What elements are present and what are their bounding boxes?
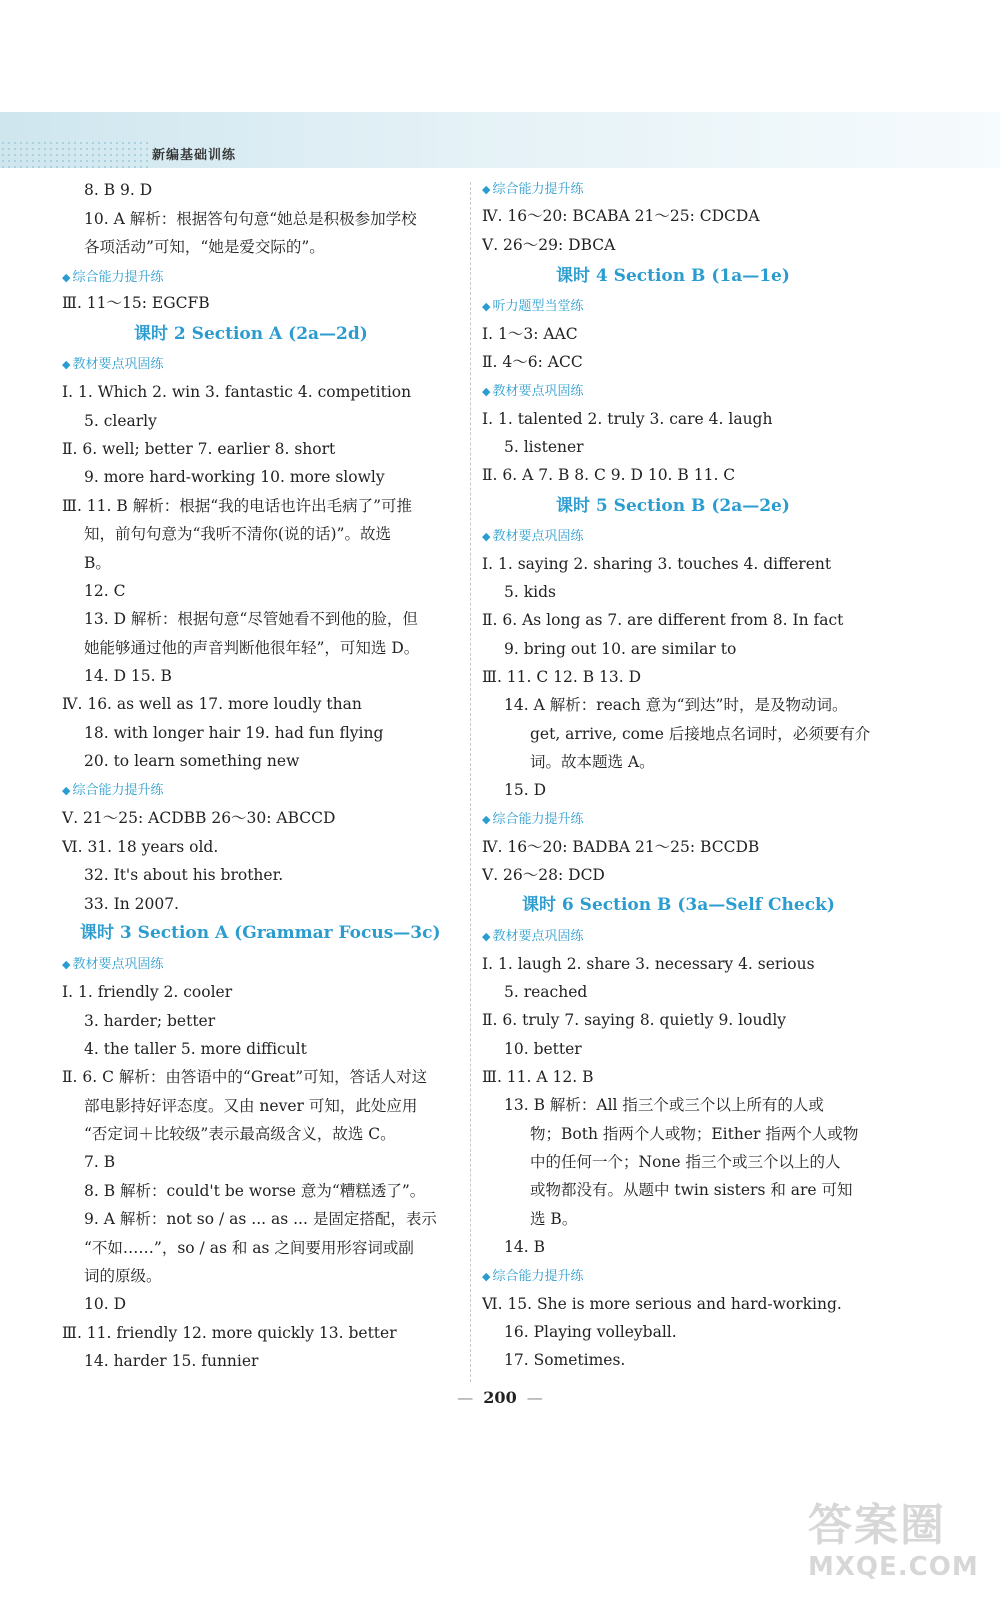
section-subheading [482, 527, 583, 547]
answer-line: “否定词＋比较级”表示最高级含义，故选 C。 [84, 1125, 396, 1143]
answer-line: Ⅰ. 1. talented 2. truly 3. care 4. laugh [482, 410, 773, 428]
answer-line: 9. more hard-working 10. more slowly [84, 468, 385, 486]
watermark-top-text: 答案圈 [808, 1500, 946, 1551]
section-subheading [62, 355, 163, 375]
answer-line: Ⅱ. 6. A 7. B 8. C 9. D 10. B 11. C [482, 466, 736, 484]
diamond-icon: ◆ [482, 530, 491, 543]
lesson-heading: 课时 4 Section B (1a—1e) [556, 266, 790, 286]
answer-line: 3. harder; better [84, 1012, 216, 1030]
section-subheading [62, 268, 163, 288]
answer-line: 中的任何一个；None 指三个或三个以上的人 [530, 1153, 841, 1171]
section-subheading [482, 810, 583, 830]
answer-line: Ⅴ. 26～28: DCD [482, 866, 605, 884]
answer-line: 选 B。 [530, 1210, 578, 1228]
diamond-icon: ◆ [482, 813, 491, 826]
section-subheading [482, 1267, 583, 1287]
subheading-label: 综合能力提升练 [72, 783, 164, 798]
diamond-icon: ◆ [62, 784, 71, 797]
answer-line: Ⅰ. 1. Which 2. win 3. fantastic 4. competition [62, 383, 412, 401]
answer-line: 12. C [84, 582, 126, 600]
answer-line: 13. B 解析：All 指三个或三个以上所有的人或 [504, 1096, 824, 1114]
answer-line: Ⅳ. 16～20: BCABA 21～25: CDCDA [482, 207, 760, 225]
watermark-logo [808, 1500, 988, 1590]
answer-line: 4. the taller 5. more difficult [84, 1040, 307, 1058]
answer-line: Ⅰ. 1. friendly 2. cooler [62, 983, 233, 1001]
answer-line: “不如……”，so / as 和 as 之间要用形容词或副 [84, 1239, 414, 1257]
answer-line: Ⅵ. 15. She is more serious and hard-working. [482, 1295, 842, 1313]
answer-line: 各项活动”可知，“她是爱交际的”。 [84, 238, 325, 256]
subheading-label: 教材要点巩固练 [492, 929, 584, 944]
answer-line: Ⅵ. 31. 18 years old. [62, 838, 219, 856]
diamond-icon: ◆ [62, 271, 71, 284]
answer-line: Ⅲ. 11. B 解析：根据“我的电话也许出毛病了”可推 [62, 497, 413, 515]
answer-line: Ⅲ. 11～15: EGCFB [62, 294, 210, 312]
answer-line: Ⅱ. 4～6: ACC [482, 353, 583, 371]
answer-line: 16. Playing volleyball. [504, 1323, 677, 1341]
answer-line: Ⅱ. 6. As long as 7. are different from 8. In fact [482, 611, 844, 629]
answer-line: 物；Both 指两个人或物；Either 指两个人或物 [530, 1125, 859, 1143]
answer-line: Ⅲ. 11. friendly 12. more quickly 13. better [62, 1324, 397, 1342]
lesson-heading: 课时 6 Section B (3a—Self Check) [522, 895, 835, 915]
page-number [0, 1388, 1000, 1407]
section-subheading [62, 781, 163, 801]
lesson-heading: 课时 2 Section A (2a—2d) [134, 324, 368, 344]
section-subheading [62, 955, 163, 975]
lesson-heading: 课时 3 Section A (Grammar Focus—3c) [80, 923, 441, 943]
subheading-label: 综合能力提升练 [72, 270, 164, 285]
diamond-icon: ◆ [62, 358, 71, 371]
subheading-label: 教材要点巩固练 [72, 957, 164, 972]
answer-line: 14. B [504, 1238, 545, 1256]
diamond-icon: ◆ [482, 1270, 491, 1283]
answer-line: 15. D [504, 781, 547, 799]
subheading-label: 听力题型当堂练 [492, 299, 584, 314]
section-subheading [482, 382, 583, 402]
answer-line: 5. clearly [84, 412, 157, 430]
answer-line: 14. D 15. B [84, 667, 172, 685]
page-number-dash-right: — [526, 1388, 543, 1407]
answer-line: get, arrive, come 后接地点名词时，必须要有介 [530, 725, 871, 743]
subheading-label: 综合能力提升练 [492, 812, 584, 827]
answer-line: 词的原级。 [84, 1267, 162, 1285]
subheading-label: 综合能力提升练 [492, 1269, 584, 1284]
answer-line: 8. B 9. D [84, 181, 153, 199]
subheading-label: 综合能力提升练 [492, 182, 584, 197]
diamond-icon: ◆ [482, 930, 491, 943]
answer-line: 18. with longer hair 19. had fun flying [84, 724, 384, 742]
answer-line: Ⅱ. 6. well; better 7. earlier 8. short [62, 440, 336, 458]
answer-line: 10. better [504, 1040, 582, 1058]
diamond-icon: ◆ [482, 385, 491, 398]
answer-line: 10. D [84, 1295, 127, 1313]
answer-line: 或物都没有。从题中 twin sisters 和 are 可知 [530, 1181, 853, 1199]
answer-line: Ⅳ. 16. as well as 17. more loudly than [62, 695, 362, 713]
answer-line: B。 [84, 554, 111, 572]
answer-line: Ⅰ. 1. saying 2. sharing 3. touches 4. different [482, 555, 832, 573]
page-number-value: 200 [483, 1388, 517, 1407]
answer-line: 词。故本题选 A。 [530, 753, 655, 771]
answer-line: 14. A 解析：reach 意为“到达”时，是及物动词。 [504, 696, 848, 714]
answer-line: Ⅰ. 1～3: AAC [482, 325, 578, 343]
answer-line: 13. D 解析：根据句意“尽管她看不到他的脸，但 [84, 610, 418, 628]
section-subheading [482, 297, 583, 317]
answer-line: Ⅴ. 26～29: DBCA [482, 236, 616, 254]
answer-line: 17. Sometimes. [504, 1351, 626, 1369]
section-subheading [482, 927, 583, 947]
header-title: 新编基础训练 [152, 148, 237, 163]
diamond-icon: ◆ [62, 958, 71, 971]
diamond-icon: ◆ [482, 183, 491, 196]
answer-line: 10. A 解析：根据答句句意“她总是积极参加学校 [84, 210, 417, 228]
answer-line: Ⅳ. 16～20: BADBA 21～25: BCCDB [482, 838, 760, 856]
answer-line: 5. reached [504, 983, 588, 1001]
answer-line: Ⅰ. 1. laugh 2. share 3. necessary 4. serious [482, 955, 815, 973]
subheading-label: 教材要点巩固练 [492, 529, 584, 544]
answer-line: 9. A 解析：not so / as ... as ... 是固定搭配，表示 [84, 1210, 437, 1228]
header-band [0, 112, 1000, 168]
answer-line: Ⅴ. 21～25: ACDBB 26～30: ABCCD [62, 809, 336, 827]
answer-line: 部电影持好评态度。又由 never 可知，此处应用 [84, 1097, 418, 1115]
header-dots [0, 140, 150, 168]
answer-line: 32. It's about his brother. [84, 866, 284, 884]
answer-line: 知，前句句意为“我听不清你(说的话)”。故选 [84, 525, 391, 543]
subheading-label: 教材要点巩固练 [72, 357, 164, 372]
answer-line: 5. kids [504, 583, 556, 601]
answer-line: 8. B 解析：could't be worse 意为“糟糕透了”。 [84, 1182, 426, 1200]
lesson-heading: 课时 5 Section B (2a—2e) [556, 496, 790, 516]
answer-line: 9. bring out 10. are similar to [504, 640, 737, 658]
page-number-dash-left: — [457, 1388, 474, 1407]
answer-line: Ⅱ. 6. C 解析：由答语中的“Great”可知，答话人对这 [62, 1068, 428, 1086]
answer-line: Ⅱ. 6. truly 7. saying 8. quietly 9. loudly [482, 1011, 787, 1029]
subheading-label: 教材要点巩固练 [492, 384, 584, 399]
answer-line: 5. listener [504, 438, 584, 456]
diamond-icon: ◆ [482, 300, 491, 313]
answer-line: 7. B [84, 1153, 116, 1171]
section-subheading [482, 180, 583, 200]
watermark-bottom-text: MXQE.COM [808, 1552, 979, 1582]
answer-line: 20. to learn something new [84, 752, 300, 770]
answer-line: Ⅲ. 11. A 12. B [482, 1068, 594, 1086]
column-divider [470, 182, 471, 1382]
answer-line: 33. In 2007. [84, 895, 179, 913]
answer-line: 她能够通过他的声音判断他很年轻”，可知选 D。 [84, 639, 420, 657]
answer-line: Ⅲ. 11. C 12. B 13. D [482, 668, 642, 686]
answer-line: 14. harder 15. funnier [84, 1352, 259, 1370]
